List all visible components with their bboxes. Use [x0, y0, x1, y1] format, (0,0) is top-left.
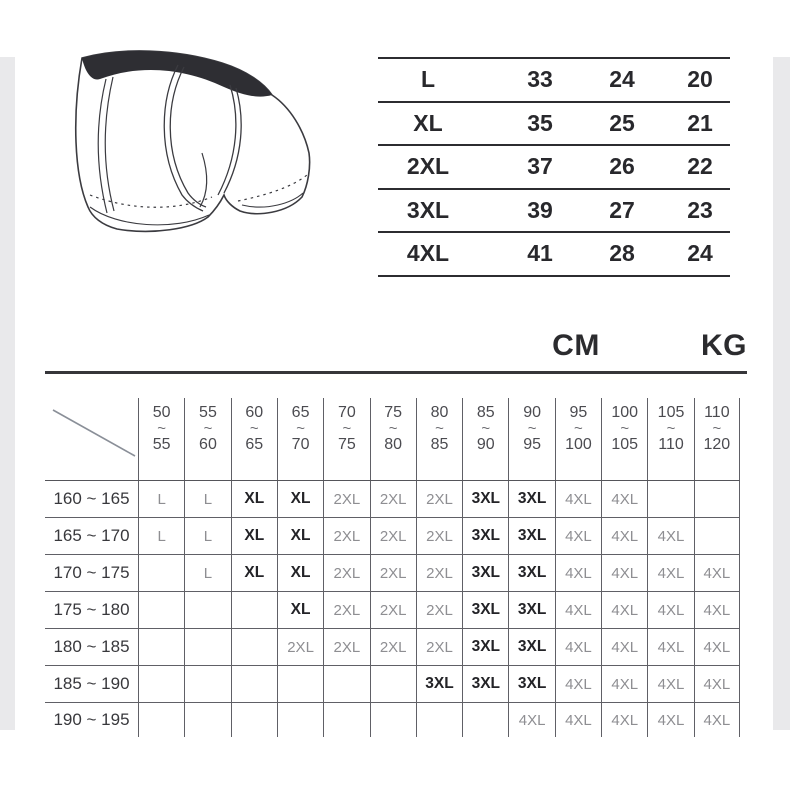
size-value: 3XL: [517, 527, 547, 544]
page-gutter-left: [0, 57, 15, 730]
size-value: 4XL: [657, 564, 685, 582]
weight-from: 65: [291, 404, 310, 421]
height-range-label: 160 ~ 165: [53, 489, 130, 508]
weight-range-header: [462, 398, 508, 480]
size-cell: [601, 703, 647, 737]
tilde: ~: [296, 420, 305, 438]
size-cell: [416, 555, 462, 591]
size-value: 2XL: [287, 638, 314, 656]
size-value: 2XL: [379, 490, 407, 508]
size-cell: [231, 592, 277, 628]
size-value: 3XL: [517, 638, 547, 655]
weight-range-header: [184, 398, 230, 480]
size-cell: [555, 703, 601, 737]
size-cell: [231, 629, 277, 665]
size-cell: [184, 666, 230, 702]
size-cell: [323, 592, 369, 628]
weight-to: 75: [337, 435, 356, 453]
size-value: 4XL: [565, 638, 592, 656]
size-cell: [416, 703, 462, 737]
size-cell: [508, 592, 554, 628]
size-cell: [462, 592, 508, 628]
weight-from: 110: [704, 404, 730, 421]
tilde: ~: [435, 420, 444, 438]
size-value: XL: [290, 490, 311, 507]
size-cell: [555, 481, 601, 517]
size-cell: [138, 555, 184, 591]
size-value: XL: [290, 601, 311, 618]
size-value: 3XL: [471, 675, 501, 692]
weight-range-header: [231, 398, 277, 480]
weight-range-header: [323, 398, 369, 480]
size-cell: [370, 629, 416, 665]
size-value: 2XL: [333, 601, 361, 619]
size-value: 4XL: [565, 564, 592, 582]
size-cell: [508, 481, 554, 517]
size-label: L: [420, 66, 436, 92]
tilde: ~: [666, 420, 676, 438]
size-value: 2XL: [426, 638, 453, 656]
size-value: L: [203, 564, 213, 582]
size-cell: [323, 555, 369, 591]
weight-to: 100: [565, 435, 592, 453]
size-cell: [138, 518, 184, 554]
size-cell: [555, 518, 601, 554]
weight-range-header: [694, 398, 740, 480]
size-value: 2XL: [379, 638, 407, 656]
size-cell: [323, 629, 369, 665]
weight-range-header: [370, 398, 416, 480]
weight-to: 120: [703, 435, 731, 453]
tilde: ~: [249, 420, 259, 438]
size-cell: [138, 666, 184, 702]
size-value: XL: [244, 564, 265, 581]
size-cell: [601, 518, 647, 554]
weight-from: 60: [245, 404, 264, 421]
size-value: 4XL: [703, 711, 731, 729]
measurement-value: 37: [527, 153, 553, 180]
tilde: ~: [574, 420, 583, 438]
weight-to: 60: [199, 435, 217, 453]
size-label: 4XL: [406, 240, 450, 267]
measurement-table: [378, 57, 730, 277]
weight-to: 110: [658, 435, 684, 453]
matrix-row: [45, 629, 740, 666]
size-value: 4XL: [565, 711, 592, 729]
size-cell: [508, 666, 554, 702]
size-cell: [370, 592, 416, 628]
measurement-value: 39: [527, 196, 553, 223]
measurement-value: 24: [687, 240, 713, 267]
size-value: 2XL: [426, 490, 453, 508]
size-cell: [694, 629, 740, 665]
size-cell: [277, 666, 323, 702]
measurement-value: 24: [609, 66, 635, 92]
size-cell: [416, 481, 462, 517]
weight-to: 90: [476, 435, 495, 453]
size-value: 2XL: [333, 564, 361, 582]
size-cell: [601, 592, 647, 628]
weight-range-header: [277, 398, 323, 480]
weight-from: 100: [611, 404, 639, 421]
size-cell: [647, 629, 693, 665]
size-cell: [184, 481, 230, 517]
height-range-label: 185 ~ 190: [53, 674, 130, 693]
size-value: 3XL: [471, 527, 501, 544]
size-value: 3XL: [471, 564, 501, 581]
weight-to: 70: [291, 435, 310, 453]
size-cell: [647, 703, 693, 737]
size-value: 2XL: [333, 638, 361, 656]
measurement-value: 22: [687, 153, 713, 180]
size-cell: [277, 592, 323, 628]
size-value: 4XL: [703, 601, 731, 619]
weight-from: 90: [523, 404, 541, 421]
weight-from: 105: [657, 404, 685, 421]
size-cell: [416, 666, 462, 702]
size-cell: [323, 481, 369, 517]
size-cell: [508, 703, 554, 737]
measurement-row: [378, 144, 730, 188]
measurement-value: 26: [609, 153, 635, 180]
size-cell: [231, 518, 277, 554]
measurement-value: 28: [609, 240, 635, 267]
size-cell: [694, 666, 740, 702]
weight-from: 70: [337, 404, 356, 421]
size-value: 4XL: [703, 564, 731, 582]
tilde: ~: [157, 420, 167, 438]
size-value: 3XL: [425, 675, 454, 692]
size-cell: [647, 555, 693, 591]
weight-to: 85: [430, 435, 449, 453]
size-cell: [647, 592, 693, 628]
measurement-value: 41: [527, 240, 553, 267]
measurement-row: [378, 57, 730, 101]
size-value: 3XL: [517, 564, 547, 581]
weight-range-header: [601, 398, 647, 480]
size-value: 2XL: [379, 527, 407, 545]
size-label: 2XL: [406, 153, 450, 180]
size-value: L: [157, 527, 166, 545]
matrix-row: [45, 555, 740, 592]
measurement-value: 21: [687, 109, 713, 136]
height-range-label: 175 ~ 180: [53, 600, 130, 619]
size-cell: [508, 555, 554, 591]
size-cell: [277, 481, 323, 517]
size-cell: [184, 518, 230, 554]
weight-from: 75: [384, 404, 403, 421]
size-cell: [370, 555, 416, 591]
measurement-value: 27: [609, 196, 635, 223]
size-value: 4XL: [565, 675, 592, 693]
size-cell: [231, 666, 277, 702]
weight-from: 95: [569, 404, 588, 421]
matrix-header-row: [45, 398, 740, 481]
size-cell: [231, 481, 277, 517]
size-cell: [462, 481, 508, 517]
weight-to: 95: [523, 435, 541, 453]
size-value: 2XL: [379, 564, 407, 582]
size-value: 4XL: [611, 527, 639, 545]
size-value: L: [203, 490, 213, 508]
size-value: 4XL: [611, 711, 639, 729]
size-value: 3XL: [471, 490, 501, 507]
size-cell: [601, 629, 647, 665]
size-cell: [462, 703, 508, 737]
size-value: 3XL: [517, 490, 547, 507]
size-cell: [462, 629, 508, 665]
weight-range-header: [508, 398, 554, 480]
size-cell: [462, 666, 508, 702]
size-cell: [184, 703, 230, 737]
size-cell: [370, 518, 416, 554]
size-cell: [647, 518, 693, 554]
size-cell: [694, 481, 740, 517]
size-cell: [277, 555, 323, 591]
height-range-label: 180 ~ 185: [53, 637, 130, 656]
size-cell: [555, 555, 601, 591]
size-value: 4XL: [565, 527, 592, 545]
weight-range-header: [647, 398, 693, 480]
boxer-briefs-icon: [62, 45, 317, 235]
size-cell: [231, 555, 277, 591]
height-range-label: 170 ~ 175: [53, 563, 130, 582]
size-value: 4XL: [657, 527, 685, 545]
size-value: L: [203, 527, 213, 545]
size-cell: [694, 555, 740, 591]
size-value: 2XL: [426, 564, 453, 582]
size-matrix-table: [45, 398, 740, 737]
size-value: 2XL: [379, 601, 407, 619]
size-cell: [323, 666, 369, 702]
weight-to: 55: [152, 435, 171, 453]
size-cell: [370, 481, 416, 517]
size-value: 4XL: [611, 564, 639, 582]
size-cell: [416, 592, 462, 628]
size-cell: [694, 518, 740, 554]
product-illustration: [62, 45, 317, 235]
size-cell: [416, 518, 462, 554]
size-value: 3XL: [517, 601, 547, 618]
weight-to: 105: [611, 435, 639, 453]
size-cell: [601, 555, 647, 591]
size-value: 4XL: [703, 638, 731, 656]
size-cell: [138, 481, 184, 517]
size-label: 3XL: [406, 196, 450, 223]
weight-range-header: [416, 398, 462, 480]
size-cell: [601, 666, 647, 702]
section-divider: [45, 371, 747, 374]
tilde: ~: [481, 420, 491, 438]
size-value: 2XL: [426, 601, 453, 619]
tilde: ~: [527, 420, 537, 438]
size-value: 4XL: [565, 601, 592, 619]
size-cell: [694, 592, 740, 628]
size-value: 2XL: [333, 490, 361, 508]
size-value: 4XL: [657, 601, 685, 619]
size-label: XL: [413, 109, 443, 136]
size-value: 4XL: [611, 675, 639, 693]
height-range-label: 165 ~ 170: [53, 526, 130, 545]
size-value: 2XL: [426, 527, 453, 545]
size-cell: [370, 703, 416, 737]
size-cell: [647, 481, 693, 517]
size-cell: [184, 592, 230, 628]
measurement-row: [378, 101, 730, 145]
matrix-row: [45, 592, 740, 629]
tilde: ~: [203, 420, 213, 438]
matrix-row: [45, 703, 740, 737]
size-value: 3XL: [471, 601, 501, 618]
size-value: 2XL: [333, 527, 361, 545]
matrix-row: [45, 518, 740, 555]
weight-range-header: [138, 398, 184, 480]
size-cell: [462, 555, 508, 591]
measurement-row: [378, 231, 730, 277]
weight-to: 80: [384, 435, 403, 453]
weight-from: 85: [476, 404, 495, 421]
size-cell: [601, 481, 647, 517]
size-value: XL: [244, 490, 265, 507]
size-cell: [138, 703, 184, 737]
size-value: XL: [244, 527, 265, 544]
size-value: 4XL: [611, 490, 639, 508]
size-value: XL: [290, 527, 311, 544]
size-cell: [277, 703, 323, 737]
weight-range-header: [555, 398, 601, 480]
weight-from: 55: [199, 404, 217, 421]
diagonal-line-icon: [45, 398, 138, 480]
size-cell: [416, 629, 462, 665]
matrix-row: [45, 481, 740, 518]
tilde: ~: [388, 420, 398, 438]
measurement-value: 25: [609, 109, 635, 136]
size-value: L: [157, 490, 166, 508]
size-value: 4XL: [565, 490, 592, 508]
size-cell: [323, 518, 369, 554]
size-value: 4XL: [518, 711, 546, 729]
matrix-row: [45, 666, 740, 703]
size-value: 3XL: [517, 675, 547, 692]
weight-unit-label: KG: [701, 329, 747, 362]
size-cell: [138, 592, 184, 628]
measurement-value: 35: [527, 109, 553, 136]
size-value: 4XL: [703, 675, 731, 693]
size-value: 4XL: [657, 638, 685, 656]
size-cell: [508, 629, 554, 665]
size-cell: [462, 518, 508, 554]
tilde: ~: [620, 420, 630, 438]
measurement-value: 20: [687, 66, 713, 92]
size-value: 4XL: [657, 675, 685, 693]
tilde: ~: [712, 420, 722, 438]
size-cell: [647, 666, 693, 702]
size-cell: [555, 666, 601, 702]
size-value: 3XL: [471, 638, 501, 655]
size-cell: [184, 555, 230, 591]
size-cell: [555, 629, 601, 665]
size-cell: [231, 703, 277, 737]
size-cell: [184, 629, 230, 665]
height-unit-label: CM: [552, 329, 600, 362]
size-value: 4XL: [611, 601, 639, 619]
tilde: ~: [342, 420, 352, 438]
size-cell: [370, 666, 416, 702]
height-range-label: 190 ~ 195: [53, 710, 130, 729]
measurement-row: [378, 188, 730, 232]
size-cell: [555, 592, 601, 628]
size-cell: [508, 518, 554, 554]
weight-to: 65: [245, 435, 264, 453]
size-cell: [694, 703, 740, 737]
size-cell: [277, 629, 323, 665]
measurement-value: 23: [687, 196, 713, 223]
size-value: 4XL: [611, 638, 639, 656]
measurement-value: 33: [527, 66, 553, 92]
size-value: 4XL: [657, 711, 685, 729]
size-cell: [277, 518, 323, 554]
size-cell: [138, 629, 184, 665]
page-gutter-right: [773, 57, 790, 730]
weight-from: 50: [152, 404, 171, 421]
size-value: XL: [290, 564, 311, 581]
weight-from: 80: [430, 404, 449, 421]
matrix-corner-cell: [45, 398, 138, 480]
size-cell: [323, 703, 369, 737]
